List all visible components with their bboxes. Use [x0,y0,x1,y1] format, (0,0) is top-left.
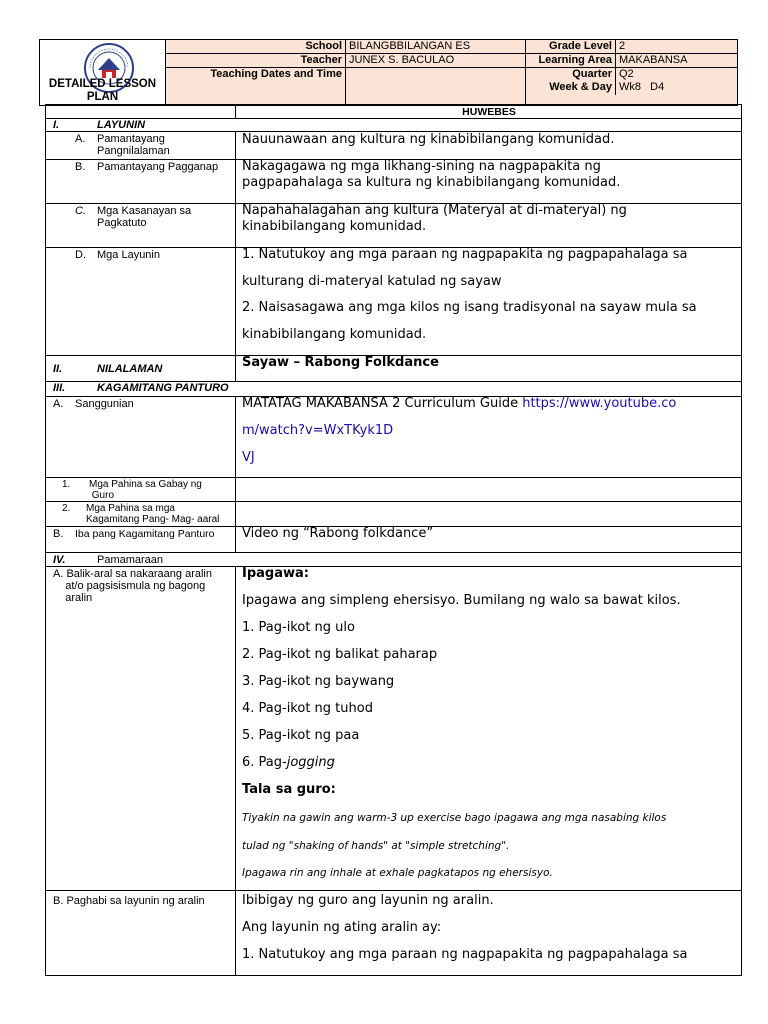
header-info-grid [166,40,737,105]
lesson-plan-header [39,39,738,106]
exercise-step-6-prefix: 6. Pag- [242,755,287,770]
header-logo-cell [40,40,166,105]
row-c-letter: C. [75,205,86,217]
guide-pages-label [89,479,202,501]
quarter-label: Quarter [526,68,616,82]
row-a-content: Nauunawaan ang kultura ng kinabibilangang komunidad. [242,132,615,147]
page-title: DETAILED LESSON PLAN [48,78,157,103]
procedure-a-label-line3: aralin [65,592,93,604]
teacher-value: JUNEX S. BACULAO [346,54,526,68]
youtube-link-line2[interactable]: m/watch?v=WxTKyk1D [242,423,394,438]
procedure-a-label-line1: A. Balik-aral sa nakaraang aralin [53,568,212,580]
exercise-step: 3. Pag-ikot ng baywang [242,674,395,689]
reference-line1 [242,396,676,412]
week-day-label: Week & Day [526,81,616,95]
lesson-content: Sayaw – Rabong Folkdance [242,355,439,370]
section-iii-title: KAGAMITANG PANTURO [97,382,229,394]
column-divider [235,396,236,552]
teaching-dates-value [346,68,526,105]
procedure-a-label-line2: at/o pagsisismula ng bagong [65,580,206,592]
row-b-content-line1: Nakagagawa ng mga likhang-sining na nagpapakita ng [242,159,601,174]
other-materials-letter: B. [53,528,64,540]
learner-pages-number: 2. [62,503,71,514]
row-d-label: Mga Layunin [97,249,160,261]
teacher-label: Teacher [166,54,346,68]
row-c-content-line1: Napahahalagahan ang kultura (Materyal at di-materyal) ng [242,203,627,218]
grade-level-value: 2 [616,40,737,54]
exercise-step-6 [242,755,335,771]
teacher-note-line3: Ipagawa rin ang inhale at exhale pagkatapos ng ehersisyo. [242,867,553,879]
section-ii-title: NILALAMAN [97,363,163,375]
teacher-note-heading: Tala sa guro: [242,782,336,797]
row-divider [45,501,742,502]
section-iv-number: IV. [53,554,66,566]
column-divider [235,566,236,976]
ipagawa-heading: Ipagawa: [242,566,309,581]
row-b-letter: B. [75,161,86,173]
youtube-link-line3[interactable]: VJ [242,450,255,465]
guide-pages-label-line2: Guro [91,490,115,501]
row-divider [45,552,742,553]
exercise-step-6-italic: jogging [286,755,335,770]
section-ii-number: II. [53,363,63,375]
day-value: D4 [650,81,665,93]
objective-2-line2: kinabibilangang komunidad. [242,327,427,342]
section-i-title: LAYUNIN [97,119,146,131]
exercise-step: 1. Pag-ikot ng ulo [242,620,355,635]
quarter-value: Q2 [619,68,634,80]
exercise-intro: Ipagawa ang simpleng ehersisyo. Bumilang ng walo sa bawat kilos. [242,593,681,608]
procedure-b-line2: Ang layunin ng ating aralin ay: [242,920,442,935]
row-divider [45,566,742,567]
other-materials-content: Video ng “Rabong folkdance” [242,526,434,541]
section-i-number: I. [53,119,60,131]
row-divider [45,477,742,478]
learning-area-label: Learning Area [526,54,616,68]
row-b-label: Pamantayang Pagganap [97,161,219,173]
procedure-a-label [53,568,212,604]
learner-pages-label-line2: Kagamitang Pang- Mag- aaral [86,514,220,525]
row-c-content-line2: kinabibilangang komunidad. [242,219,427,234]
learning-area-value: MAKABANSA [616,54,737,68]
sanggunian-letter: A. [53,398,64,410]
week-value: Wk8 [619,81,641,93]
exercise-step: 4. Pag-ikot ng tuhod [242,701,373,716]
column-divider [235,131,236,381]
curriculum-guide-text: MATATAG MAKABANSA 2 Curriculum Guide [242,396,519,411]
exercise-step: 2. Pag-ikot ng balikat paharap [242,647,438,662]
row-a-letter: A. [75,133,86,145]
teacher-note-line2: tulad ng "shaking of hands" at "simple stretching". [242,840,510,852]
row-divider [45,890,742,891]
exercise-step: 5. Pag-ikot ng paa [242,728,360,743]
objective-1-line2: kulturang di-materyal katulad ng sayaw [242,274,502,289]
other-materials-label: Iba pang Kagamitang Panturo [75,528,215,540]
learner-pages-label-line1: Mga Pahina sa mga [86,503,175,514]
school-label: School [166,40,346,54]
guide-pages-number: 1. [62,479,71,490]
week-day-value [616,81,737,95]
row-d-letter: D. [75,249,86,261]
teaching-dates-label: Teaching Dates and Time [166,68,346,105]
school-value: BILANGBBILANGAN ES [346,40,526,54]
day-header: HUWEBES [462,106,516,118]
objective-2-line1: 2. Naisasagawa ang mga kilos ng isang tradisyonal na sayaw mula sa [242,300,697,315]
section-iv-title: Pamamaraan [97,554,164,566]
row-b-content-line2: pagpapahalaga sa kultura ng kinabibilangang komunidad. [242,175,621,190]
grade-level-label: Grade Level [526,40,616,54]
section-iii-number: III. [53,382,66,394]
row-divider [45,118,742,119]
guide-pages-label-line1: Mga Pahina sa Gabay ng [89,479,202,490]
youtube-link[interactable]: https://www.youtube.co [522,396,677,411]
row-a-label: Pamantayang Pangnilalaman [97,133,170,157]
objective-1-line1: 1. Natutukoy ang mga paraan ng nagpapakita ng pagpapahalaga sa [242,247,688,262]
sanggunian-label: Sanggunian [75,398,134,410]
procedure-b-line3: 1. Natutukoy ang mga paraan ng nagpapakita ng pagpapahalaga sa [242,947,688,962]
row-c-label: Mga Kasanayan sa Pagkatuto [97,205,192,229]
procedure-b-line1: Ibibigay ng guro ang layunin ng aralin. [242,893,494,908]
learner-pages-label [86,503,219,525]
teacher-note-line1: Tiyakin na gawin ang warm-3 up exercise bago ipagawa ang mga nasabing kilos [242,812,667,824]
procedure-b-label: B. Paghabi sa layunin ng aralin [53,895,205,907]
